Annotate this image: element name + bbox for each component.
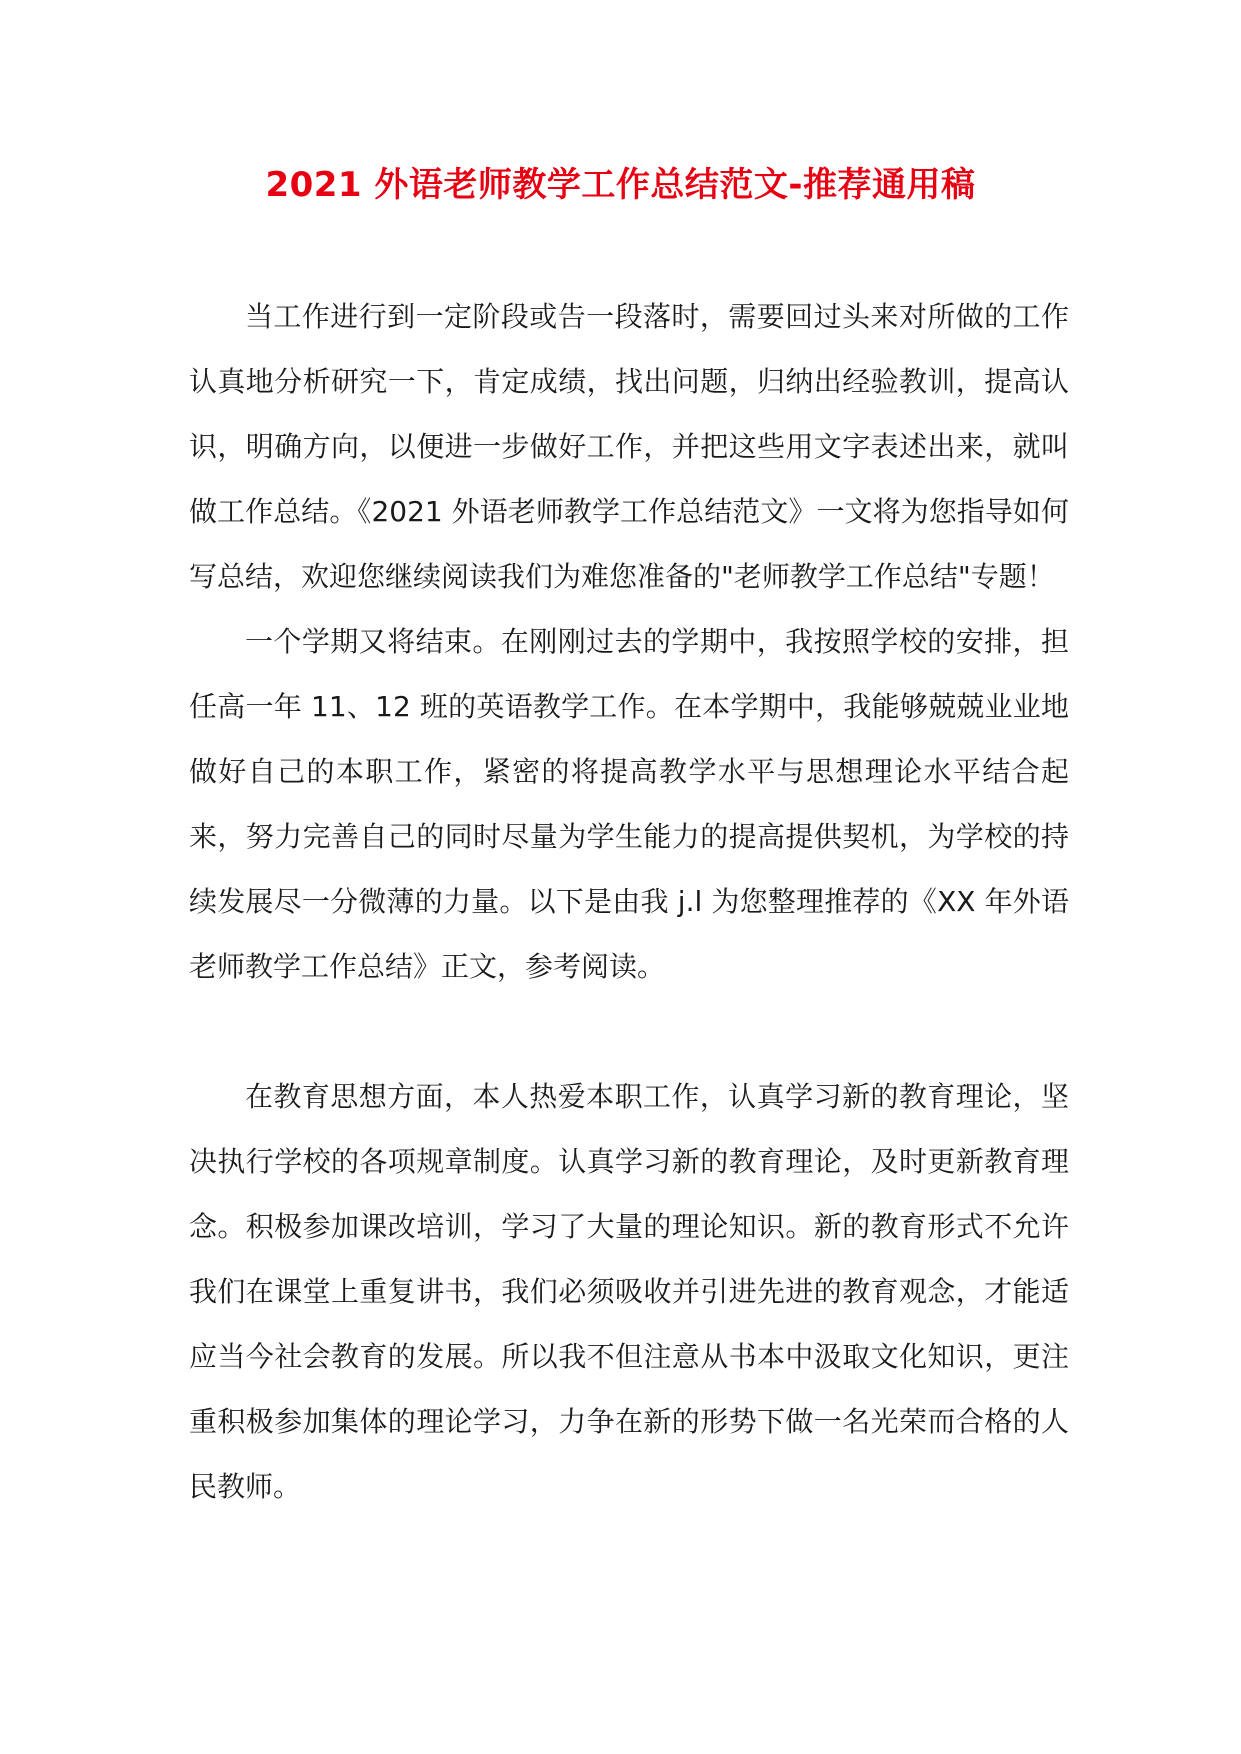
paragraph-intro: 当工作进行到一定阶段或告一段落时，需要回过头来对所做的工作认真地分析研究一下，肯定成绩，找出问题，归纳出经验教训，提高认识，明确方向，以便进一步做好工作，并把这些用文字表述出来，就叫做工作总结。《2021 外语老师教学工作总结范文》一文将为您指导如何写总结，欢迎您继续阅读我们为难您准备的"老师教学工作总结"专题！ (189, 300, 1069, 593)
document-body (189, 284, 1069, 1519)
paragraph-semester: 一个学期又将结束。在刚刚过去的学期中，我按照学校的安排，担任高一年 11、12 班的英语教学工作。在本学期中，我能够兢兢业业地做好自己的本职工作，紧密的将提高教学水平与思想理论水平结合起来，努力完善自己的同时尽量为学生能力的提高提供契机，为学校的持续发展尽一分微薄的力量。以下是由我 j.l 为您整理推荐的《XX 年外语老师教学工作总结》正文，参考阅读。 (189, 625, 1069, 983)
document-title: 2021 外语老师教学工作总结范文-推荐通用稿 (265, 165, 976, 205)
paragraph-education-thought: 在教育思想方面，本人热爱本职工作，认真学习新的教育理论，坚决执行学校的各项规章制度。认真学习新的教育理论，及时更新教育理念。积极参加课改培训，学习了大量的理论知识。新的教育形式不允许我们在课堂上重复讲书，我们必须吸收并引进先进的教育观念，才能适应当今社会教育的发展。所以我不但注意从书本中汲取文化知识，更注重积极参加集体的理论学习，力争在新的形势下做一名光荣而合格的人民教师。 (189, 1080, 1069, 1503)
paragraph-spacer (189, 999, 1069, 1064)
